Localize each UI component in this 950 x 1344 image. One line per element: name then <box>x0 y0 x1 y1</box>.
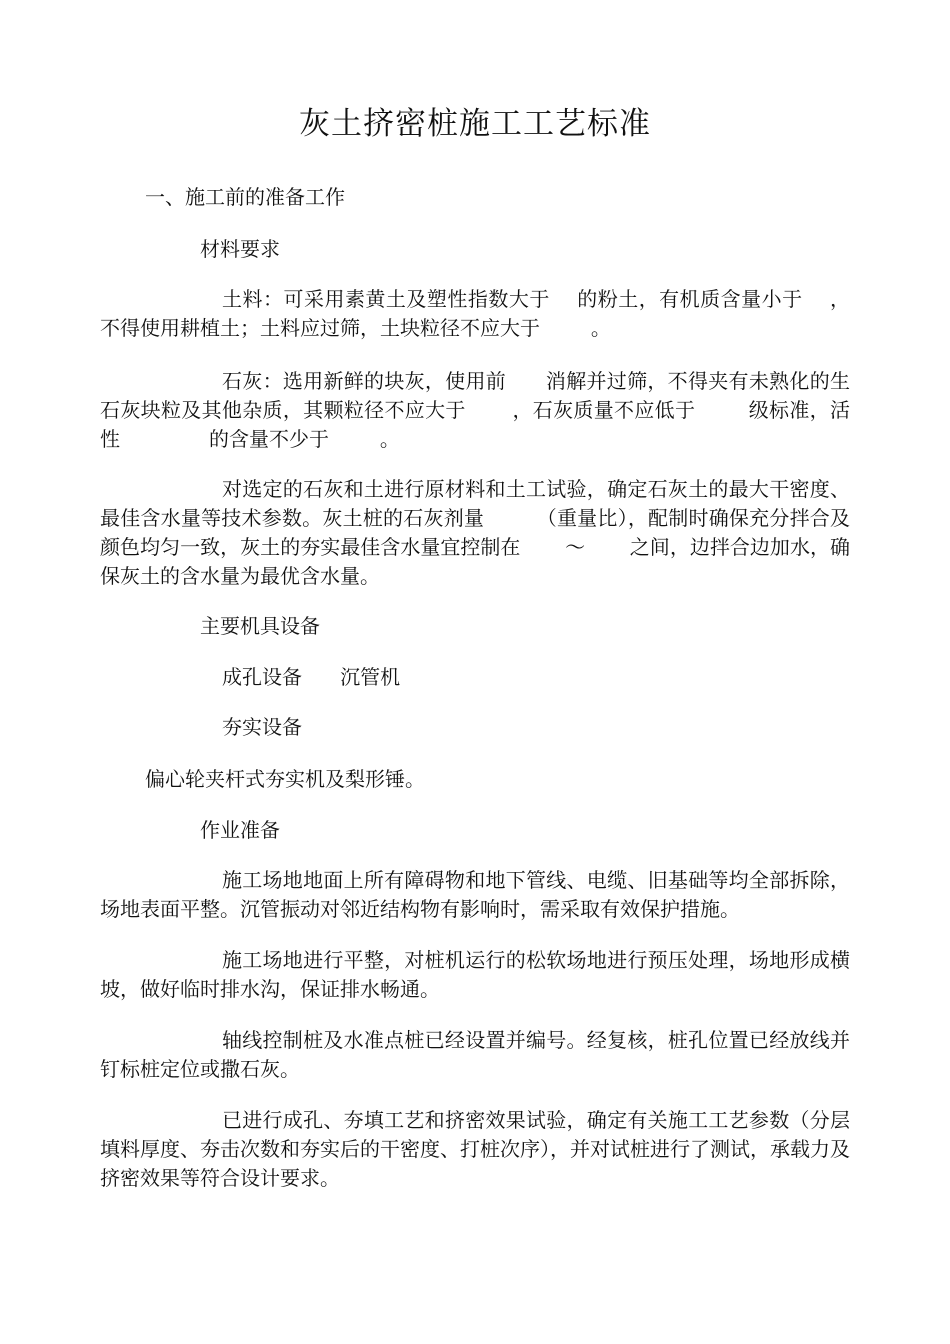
paragraph-axis-control: 轴线控制桩及水准点桩已经设置并编号。经复核，桩孔位置已经放线并钉标桩定位或撒石灰。 <box>100 1028 850 1081</box>
paragraph-lime: 石灰：选用新鲜的块灰，使用前 消解并过筛，不得夹有未熟化的生石灰块粒及其他杂质，其颗粒径不应大于 ，石灰质量不应低于 级标准，活性 的含量不少于 。 <box>100 369 850 451</box>
subheading-materials: 材料要求 <box>200 237 280 261</box>
subheading-equipment: 主要机具设备 <box>200 614 320 638</box>
paragraph-soil: 土料：可采用素黄土及塑性指数大于 的粉土，有机质含量小于 ，不得使用耕植土；土料应过筛，土块粒径不应大于 。 <box>100 287 850 340</box>
equipment-tamping-detail: 偏心轮夹杆式夯实机及梨形锤。 <box>145 767 425 791</box>
equipment-tamping: 夯实设备 <box>222 715 302 739</box>
paragraph-trial-piles: 已进行成孔、夯填工艺和挤密效果试验，确定有关施工工艺参数（分层填料厚度、夯击次数和夯实后的干密度、打桩次序），并对试桩进行了测试，承载力及挤密效果等符合设计要求。 <box>100 1108 850 1190</box>
subheading-work-preparation: 作业准备 <box>200 818 280 842</box>
section-heading-preparation: 一、施工前的准备工作 <box>145 185 345 209</box>
equipment-hole-forming: 成孔设备 沉管机 <box>222 665 401 689</box>
document-title: 灰土挤密桩施工工艺标准 <box>299 106 651 142</box>
paragraph-site-leveling: 施工场地进行平整，对桩机运行的松软场地进行预压处理，场地形成横坡，做好临时排水沟，保证排水畅通。 <box>100 948 850 1001</box>
paragraph-site-clearing: 施工场地地面上所有障碍物和地下管线、电缆、旧基础等均全部拆除，场地表面平整。沉管振动对邻近结构物有影响时，需采取有效保护措施。 <box>100 868 850 921</box>
paragraph-material-test: 对选定的石灰和土进行原材料和土工试验，确定石灰土的最大干密度、最佳含水量等技术参数。灰土桩的石灰剂量 （重量比），配制时确保充分拌合及颜色均匀一致，灰土的夯实最佳含水量宜控制在 ～ 之间，边拌合边加水，确保灰土的含水量为最优含水量。 <box>100 477 850 588</box>
